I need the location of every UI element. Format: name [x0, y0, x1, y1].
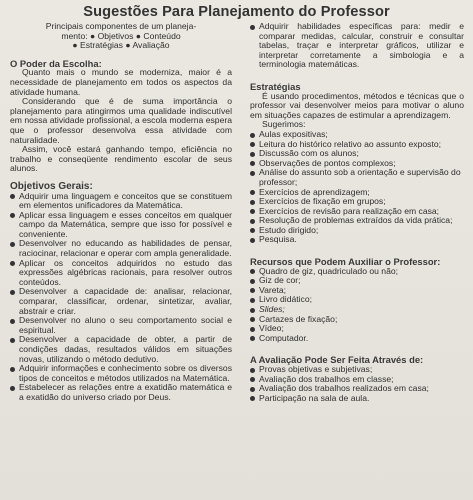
list-item: Desenvolver no educando as habilidades de pensar, raciocinar, relacionar e operar com ampla generalidade. [10, 239, 232, 258]
list-item: Participação na sala de aula. [250, 394, 464, 404]
list-item: Provas objetivas e subjetivas; [250, 365, 464, 375]
list-item: Vídeo; [250, 324, 464, 334]
recursos-list [250, 267, 464, 344]
list-item: Quadro de giz, quadriculado ou não; [250, 267, 464, 277]
slides-text: Slides; [259, 304, 285, 315]
list-item: Desenvolver no aluno o seu comportamento social e espiritual. [10, 316, 232, 335]
avaliacao-heading: A Avaliação Pode Ser Feita Através de: [250, 354, 424, 366]
list-item: Cartazes de fixação; [250, 315, 464, 325]
right-column [250, 22, 464, 403]
estrategias-paragraph: É usando procedimentos, métodos e técnicas que o professor vai desenvolver meios para motivar o aluno em situações capazes de estimular a aprendizagem. [250, 90, 464, 120]
list-item: Desenvolver a capacidade de: analisar, relacionar, comparar, classificar, ordenar, sintetizar, avaliar, abstrair e criar. [10, 287, 232, 316]
avaliacao-list [250, 365, 464, 403]
poder-paragraph-3: Assim, você estará ganhando tempo, eficiência no trabalho e conseqüente rendimento escolar de seus alunos. [10, 144, 232, 174]
list-item: Desenvolver a capacidade de obter, a partir de condições dadas, resultados válidos em situações novas, utilizando o método dedutivo. [10, 335, 232, 364]
intro-line-3: ● Estratégias ● Avaliação [72, 40, 170, 51]
poder-paragraph-2: Considerando que é de suma importância o planejamento para atingirmos uma qualidade indiscutível em nossa atividade profissional, a escola moderna espera que o professor desenvolva essa atividade com naturalidade. [10, 96, 232, 145]
list-item: Adquirir informações e conhecimento sobre os diversos tipos de conceitos e métodos utilizados na Matemática. [10, 364, 232, 383]
list-item: Resolução de problemas extraídos da vida prática; [250, 216, 464, 226]
list-item: Aplicar os conceitos adquiridos no estudo das expressões algébricas racionais, para resolver outros conteúdos. [10, 259, 232, 288]
list-item: Aplicar essa linguagem e esses conceitos em qualquer campo da Matemática, sempre que isso for possível e conveniente. [10, 211, 232, 240]
list-item: Pesquisa. [250, 235, 464, 245]
intro-line-1: Principais componentes de um planeja- [45, 21, 197, 31]
list-item: Exercícios de fixação em grupos; [250, 197, 464, 207]
list-item: Estabelecer as relações entre a exatidão matemática e a exatidão do universo criado por Deus. [10, 383, 232, 402]
list-item: Observações de pontos complexos; [250, 159, 464, 169]
list-item: Adquirir habilidades específicas para: medir e comparar medidas, calcular, construir e consultar tabelas, traçar e interpretar gráficos, utilizar e interpretar corretamente a simbologia e a terminologia matemáticas. [250, 22, 464, 70]
poder-paragraph-1: Quanto mais o mundo se moderniza, maior é a necessidade de planejamento em todos os aspectos da atividade humana. [10, 67, 232, 97]
list-item: Avaliação dos trabalhos em classe; [250, 375, 464, 385]
list-item: Computador. [250, 334, 464, 344]
list-item: Giz de cor; [250, 276, 464, 286]
objetivos-list [10, 192, 232, 403]
list-item: Estudo dirigido; [250, 226, 464, 236]
recursos-heading: Recursos que Podem Auxiliar o Professor: [250, 256, 441, 268]
list-item: Vareta; [250, 286, 464, 296]
list-item: Exercícios de aprendizagem; [250, 188, 464, 198]
objetivos-heading: Objetivos Gerais: [10, 180, 93, 192]
list-item: Leitura do histórico relativo ao assunto exposto; [250, 140, 464, 150]
intro-line-2: mento: ● Objetivos ● Conteúdo [61, 30, 181, 41]
sugerimos-label: Sugerimos: [262, 119, 306, 130]
list-item: Adquirir uma linguagem e conceitos que se constituem em elementos unificadores da Matemática. [10, 192, 232, 211]
page-title: Sugestões Para Planejamento do Professor [83, 4, 390, 20]
list-item: Avaliação dos trabalhos realizados em casa; [250, 384, 464, 394]
estrategias-list [250, 130, 464, 245]
list-item: Análise do assunto sob a orientação e supervisão do professor; [250, 168, 464, 187]
left-column [10, 22, 232, 403]
list-item: Exercícios de revisão para realização em casa; [250, 207, 464, 217]
poder-heading: O Poder da Escolha: [10, 57, 102, 69]
estrategias-heading: Estratégias [250, 80, 301, 92]
list-item: Aulas expositivas; [250, 130, 464, 140]
list-item: Livro didático; [250, 295, 464, 305]
list-item: Discussão com os alunos; [250, 149, 464, 159]
habilidades-list [250, 22, 464, 70]
